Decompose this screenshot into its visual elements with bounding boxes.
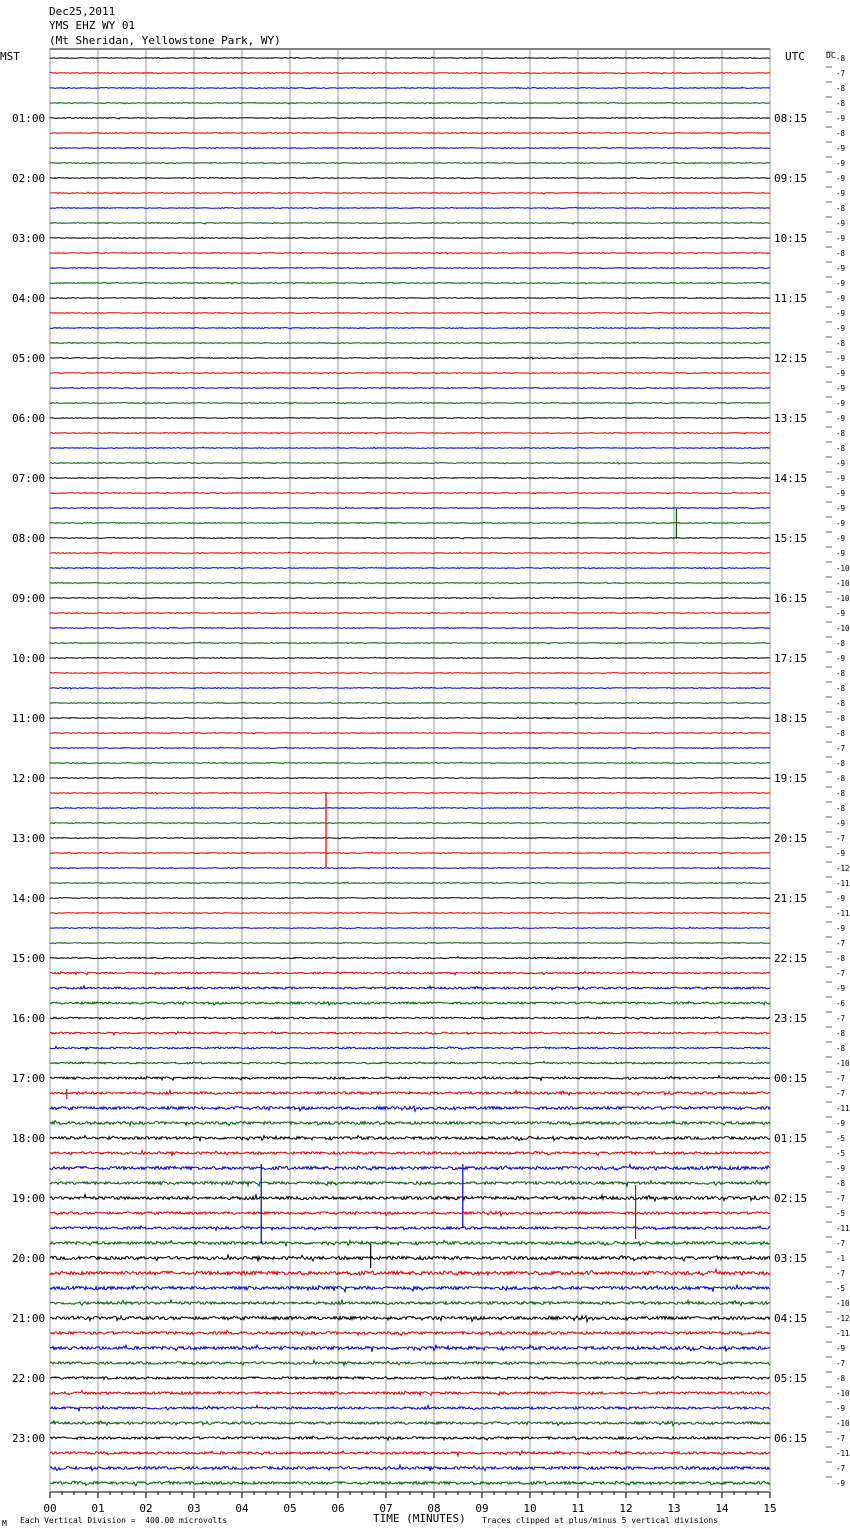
- dc-offset-label: -9: [836, 609, 846, 618]
- left-hour-label: 09:00: [12, 592, 46, 605]
- dc-offset-label: -9: [836, 654, 846, 663]
- seismic-trace: [50, 627, 770, 628]
- dc-offset-label: -8: [836, 84, 846, 93]
- seismic-trace: [50, 1316, 770, 1322]
- x-tick-label: 06: [331, 1502, 345, 1515]
- dc-offset-label: -9: [836, 174, 846, 183]
- seismic-trace: [50, 1345, 770, 1352]
- dc-offset-label: -10: [836, 1389, 850, 1398]
- seismic-trace: [50, 1136, 770, 1142]
- x-axis-title: TIME (MINUTES): [373, 1512, 466, 1525]
- seismic-trace: [50, 792, 770, 794]
- dc-offset-label: -8: [836, 699, 846, 708]
- station-code: YMS EHZ WY 01: [49, 19, 136, 32]
- right-hour-label: 16:15: [774, 592, 808, 605]
- seismic-trace: [50, 1090, 770, 1095]
- dc-offset-label: -8: [836, 789, 846, 798]
- seismic-trace: [50, 402, 770, 404]
- seismic-trace: [50, 1211, 770, 1215]
- dc-offset-label: -5: [836, 1149, 846, 1158]
- dc-offset-label: -9: [836, 819, 846, 828]
- dc-offset-label: -9: [836, 924, 846, 933]
- plot-date: Dec25,2011: [49, 5, 116, 18]
- dc-offset-label: -8: [836, 759, 846, 768]
- dc-offset-label: -7: [836, 69, 846, 78]
- dc-offset-label: -9: [836, 894, 846, 903]
- seismic-trace: [50, 1405, 770, 1411]
- seismic-trace: [50, 282, 770, 284]
- seismic-trace: [50, 1046, 770, 1049]
- seismic-trace: [50, 1300, 770, 1306]
- left-hour-label: 08:00: [12, 532, 46, 545]
- right-hour-label: 05:15: [774, 1372, 808, 1385]
- dc-offset-label: -8: [836, 684, 846, 693]
- right-timezone-label: UTC: [785, 50, 805, 63]
- seismic-trace: [50, 1376, 770, 1379]
- dc-offset-label: -8: [836, 804, 846, 813]
- dc-offset-label: -1: [836, 1254, 846, 1263]
- dc-offset-label: -8: [836, 249, 846, 258]
- seismic-trace: [50, 807, 770, 809]
- dc-offset-label: -11: [836, 1449, 850, 1458]
- dc-offset-label: -8: [836, 774, 846, 783]
- dc-offset-label: -9: [836, 324, 846, 333]
- dc-offset-label: -10: [836, 624, 850, 633]
- seismic-trace: [50, 477, 770, 478]
- dc-offset-label: -7: [836, 1014, 846, 1023]
- dc-offset-label: -9: [836, 1479, 846, 1488]
- seismic-trace: [50, 447, 770, 449]
- seismic-trace: [50, 1269, 770, 1275]
- left-hour-label: 02:00: [12, 172, 46, 185]
- right-hour-label: 22:15: [774, 952, 808, 965]
- seismic-trace: [50, 702, 770, 704]
- dc-offset-label: -5: [836, 1134, 846, 1143]
- dc-offset-label: -9: [836, 984, 846, 993]
- dc-offset-label: -11: [836, 1329, 850, 1338]
- x-tick-label: 09: [475, 1502, 489, 1515]
- dc-offset-label: -9: [836, 549, 846, 558]
- seismic-trace: [50, 612, 770, 614]
- seismic-trace: [50, 132, 770, 134]
- seismic-trace: [50, 372, 770, 373]
- left-hour-label: 10:00: [12, 652, 46, 665]
- dc-offset-label: -7: [836, 969, 846, 978]
- dc-offset-label: -9: [836, 144, 846, 153]
- clip-note: Traces clipped at plus/minus 5 vertical divisions: [482, 1516, 719, 1525]
- left-hour-label: 15:00: [12, 952, 46, 965]
- dc-offset-label: -10: [836, 579, 850, 588]
- dc-offset-label: -8: [836, 444, 846, 453]
- seismic-trace: [50, 882, 770, 883]
- seismic-trace: [50, 822, 770, 824]
- seismic-trace: [50, 957, 770, 959]
- dc-offset-label: -12: [836, 864, 850, 873]
- dc-offset-label: -7: [836, 1089, 846, 1098]
- seismic-trace: [50, 192, 770, 194]
- dc-offset-label: -8: [836, 1029, 846, 1038]
- left-hour-label: 07:00: [12, 472, 46, 485]
- dc-offset-label: -8: [836, 669, 846, 678]
- x-tick-label: 05: [283, 1502, 297, 1515]
- dc-offset-label: -9: [836, 534, 846, 543]
- left-hour-label: 11:00: [12, 712, 46, 725]
- seismic-trace: [50, 687, 770, 689]
- seismic-trace: [50, 986, 770, 990]
- seismic-trace: [50, 837, 770, 838]
- dc-offset-label: -9: [836, 369, 846, 378]
- x-tick-label: 14: [715, 1502, 729, 1515]
- right-hour-label: 10:15: [774, 232, 808, 245]
- dc-offset-label: -10: [836, 594, 850, 603]
- dc-offset-label: -9: [836, 1164, 846, 1173]
- seismic-trace: [50, 1285, 770, 1292]
- left-hour-label: 12:00: [12, 772, 46, 785]
- dc-offset-label: -11: [836, 909, 850, 918]
- dc-offset-label: -9: [836, 189, 846, 198]
- seismic-trace: [50, 222, 770, 224]
- dc-offset-label: -11: [836, 1224, 850, 1233]
- seismic-trace: [50, 162, 770, 163]
- right-hour-label: 13:15: [774, 412, 808, 425]
- dc-offset-label: -9: [836, 384, 846, 393]
- seismic-trace: [50, 912, 770, 914]
- x-tick-label: 08: [427, 1502, 441, 1515]
- seismic-trace: [50, 297, 770, 299]
- seismic-trace: [50, 237, 770, 239]
- dc-offset-label: -6: [836, 999, 846, 1008]
- x-tick-label: 11: [571, 1502, 585, 1515]
- dc-offset-label: -9: [836, 519, 846, 528]
- seismic-trace: [50, 537, 770, 539]
- seismic-trace: [50, 1421, 770, 1426]
- left-hour-label: 18:00: [12, 1132, 46, 1145]
- left-hour-label: 20:00: [12, 1252, 46, 1265]
- right-hour-label: 09:15: [774, 172, 808, 185]
- seismic-trace: [50, 942, 770, 943]
- seismic-trace: [50, 358, 770, 359]
- right-hour-label: 20:15: [774, 832, 808, 845]
- seismic-trace: [50, 207, 770, 208]
- right-hour-label: 19:15: [774, 772, 808, 785]
- right-hour-label: 15:15: [774, 532, 808, 545]
- seismic-trace: [50, 1032, 770, 1035]
- seismic-trace: [50, 1481, 770, 1486]
- dc-offset-label: -9: [836, 414, 846, 423]
- dc-offset-label: -10: [836, 1419, 850, 1428]
- dc-offset-label: -7: [836, 1194, 846, 1203]
- dc-offset-label: -9: [836, 504, 846, 513]
- seismic-trace: [50, 432, 770, 434]
- right-hour-label: 06:15: [774, 1432, 808, 1445]
- left-hour-label: 13:00: [12, 832, 46, 845]
- left-timezone-label: MST: [0, 50, 20, 63]
- seismic-trace: [50, 567, 770, 569]
- right-hour-label: 02:15: [774, 1192, 808, 1205]
- dc-offset-label: -9: [836, 114, 846, 123]
- dc-offset-label: -7: [836, 834, 846, 843]
- seismic-trace: [50, 1150, 770, 1155]
- seismic-trace: [50, 1255, 770, 1262]
- seismic-trace: [50, 1465, 770, 1471]
- left-hour-label: 03:00: [12, 232, 46, 245]
- seismic-trace: [50, 1017, 770, 1020]
- x-tick-label: 03: [187, 1502, 201, 1515]
- dc-offset-label: -9: [836, 219, 846, 228]
- seismic-trace: [50, 1061, 770, 1064]
- dc-offset-label: -8: [836, 339, 846, 348]
- dc-offset-label: -7: [836, 939, 846, 948]
- dc-offset-label: -9: [836, 264, 846, 273]
- dc-offset-label: -8: [836, 429, 846, 438]
- dc-offset-label: -11: [836, 879, 850, 888]
- x-tick-label: 02: [139, 1502, 153, 1515]
- seismic-trace: [50, 177, 770, 179]
- seismic-trace: [50, 852, 770, 854]
- left-hour-label: 05:00: [12, 352, 46, 365]
- seismic-trace: [50, 777, 770, 779]
- dc-offset-label: -9: [836, 1119, 846, 1128]
- dc-offset-label: -8: [836, 54, 846, 63]
- dc-offset-label: -9: [836, 1344, 846, 1353]
- seismic-trace: [50, 1181, 770, 1187]
- dc-offset-label: -8: [836, 129, 846, 138]
- right-hour-label: 21:15: [774, 892, 808, 905]
- left-hour-label: 22:00: [12, 1372, 46, 1385]
- seismic-trace: [50, 597, 770, 599]
- right-hour-label: 04:15: [774, 1312, 808, 1325]
- seismic-trace: [50, 657, 770, 659]
- seismic-trace: [50, 267, 770, 268]
- dc-offset-label: -8: [836, 729, 846, 738]
- seismic-trace: [50, 897, 770, 899]
- seismic-trace: [50, 867, 770, 869]
- seismic-trace: [50, 747, 770, 749]
- seismic-trace: [50, 507, 770, 509]
- seismic-trace: [50, 342, 770, 344]
- dc-offset-label: -8: [836, 1179, 846, 1188]
- dc-offset-label: -8: [836, 714, 846, 723]
- left-hour-label: 21:00: [12, 1312, 46, 1325]
- seismic-trace: [50, 927, 770, 929]
- x-tick-label: 01: [91, 1502, 105, 1515]
- left-hour-label: 14:00: [12, 892, 46, 905]
- x-tick-label: 13: [667, 1502, 681, 1515]
- seismic-trace: [50, 1360, 770, 1365]
- seismic-trace: [50, 253, 770, 254]
- dc-offset-label: -7: [836, 1074, 846, 1083]
- seismic-trace: [50, 1226, 770, 1230]
- seismic-trace: [50, 327, 770, 329]
- left-hour-label: 04:00: [12, 292, 46, 305]
- seismic-trace: [50, 387, 770, 389]
- seismic-trace: [50, 1194, 770, 1201]
- dc-offset-label: -8: [836, 954, 846, 963]
- dc-offset-label: -7: [836, 744, 846, 753]
- seismic-trace: [50, 312, 770, 313]
- seismic-trace: [50, 1001, 770, 1005]
- dc-offset-label: -5: [836, 1284, 846, 1293]
- seismic-trace: [50, 147, 770, 149]
- vertical-division-note: Each Vertical Division = 400.00 microvolts: [20, 1516, 228, 1525]
- seismic-trace: [50, 102, 770, 104]
- right-hour-label: 14:15: [774, 472, 808, 485]
- seismic-trace: [50, 582, 770, 583]
- seismic-trace: [50, 762, 770, 764]
- dc-offset-label: -7: [836, 1359, 846, 1368]
- seismic-trace: [50, 1106, 770, 1111]
- seismic-trace: [50, 732, 770, 733]
- right-hour-label: 18:15: [774, 712, 808, 725]
- x-tick-label: 12: [619, 1502, 633, 1515]
- right-hour-label: 11:15: [774, 292, 808, 305]
- dc-offset-label: -12: [836, 1314, 850, 1323]
- dc-header-label: DC: [826, 51, 836, 60]
- dc-offset-label: -9: [836, 459, 846, 468]
- seismic-trace: [50, 1451, 770, 1456]
- x-tick-label: 10: [523, 1502, 537, 1515]
- dc-offset-label: -8: [836, 1044, 846, 1053]
- dc-offset-label: -10: [836, 1299, 850, 1308]
- left-hour-label: 19:00: [12, 1192, 46, 1205]
- seismic-trace: [50, 117, 770, 119]
- right-hour-label: 08:15: [774, 112, 808, 125]
- seismic-trace: [50, 522, 770, 523]
- right-hour-label: 03:15: [774, 1252, 808, 1265]
- dc-offset-label: -9: [836, 354, 846, 363]
- dc-offset-label: -8: [836, 204, 846, 213]
- dc-offset-label: -9: [836, 279, 846, 288]
- station-location: (Mt Sheridan, Yellowstone Park, WY): [49, 34, 281, 47]
- right-hour-label: 17:15: [774, 652, 808, 665]
- left-hour-label: 06:00: [12, 412, 46, 425]
- seismic-trace: [50, 1436, 770, 1440]
- seismic-trace: [50, 1391, 770, 1396]
- dc-offset-label: -10: [836, 564, 850, 573]
- seismic-trace: [50, 463, 770, 464]
- seismic-trace: [50, 971, 770, 975]
- seismic-trace: [50, 417, 770, 418]
- x-tick-label: 00: [43, 1502, 57, 1515]
- seismic-trace: [50, 717, 770, 719]
- dc-offset-label: -9: [836, 1404, 846, 1413]
- dc-offset-label: -9: [836, 309, 846, 318]
- right-hour-label: 23:15: [774, 1012, 808, 1025]
- dc-offset-label: -7: [836, 1434, 846, 1443]
- dc-offset-label: -5: [836, 1209, 846, 1218]
- dc-offset-label: -8: [836, 639, 846, 648]
- dc-offset-label: -9: [836, 474, 846, 483]
- left-hour-label: 23:00: [12, 1432, 46, 1445]
- seismic-trace: [50, 87, 770, 88]
- dc-offset-label: -8: [836, 99, 846, 108]
- right-hour-label: 00:15: [774, 1072, 808, 1085]
- left-hour-label: 16:00: [12, 1012, 46, 1025]
- dc-offset-label: -9: [836, 489, 846, 498]
- dc-offset-label: -9: [836, 399, 846, 408]
- seismic-trace: [50, 672, 770, 674]
- seismic-trace: [50, 1121, 770, 1126]
- dc-offset-label: -7: [836, 1464, 846, 1473]
- dc-offset-label: -11: [836, 1104, 850, 1113]
- x-tick-label: 07: [379, 1502, 393, 1515]
- x-tick-label: 04: [235, 1502, 249, 1515]
- scale-mark: M: [2, 1519, 7, 1528]
- dc-offset-label: -9: [836, 849, 846, 858]
- dc-offset-label: -9: [836, 234, 846, 243]
- seismic-trace: [50, 1331, 770, 1336]
- seismic-trace: [50, 1241, 770, 1247]
- seismic-trace: [50, 552, 770, 554]
- left-hour-label: 17:00: [12, 1072, 46, 1085]
- seismic-trace: [50, 57, 770, 59]
- x-tick-label: 15: [763, 1502, 777, 1515]
- dc-offset-label: -7: [836, 1239, 846, 1248]
- seismic-trace: [50, 642, 770, 644]
- right-hour-label: 12:15: [774, 352, 808, 365]
- seismic-trace: [50, 72, 770, 74]
- dc-offset-label: -9: [836, 159, 846, 168]
- dc-offset-label: -10: [836, 1059, 850, 1068]
- dc-offset-label: -8: [836, 1374, 846, 1383]
- seismic-trace: [50, 1076, 770, 1081]
- seismic-trace: [50, 1165, 770, 1171]
- seismic-trace: [50, 492, 770, 494]
- right-hour-label: 01:15: [774, 1132, 808, 1145]
- left-hour-label: 01:00: [12, 112, 46, 125]
- dc-offset-label: -7: [836, 1269, 846, 1278]
- dc-offset-label: -9: [836, 294, 846, 303]
